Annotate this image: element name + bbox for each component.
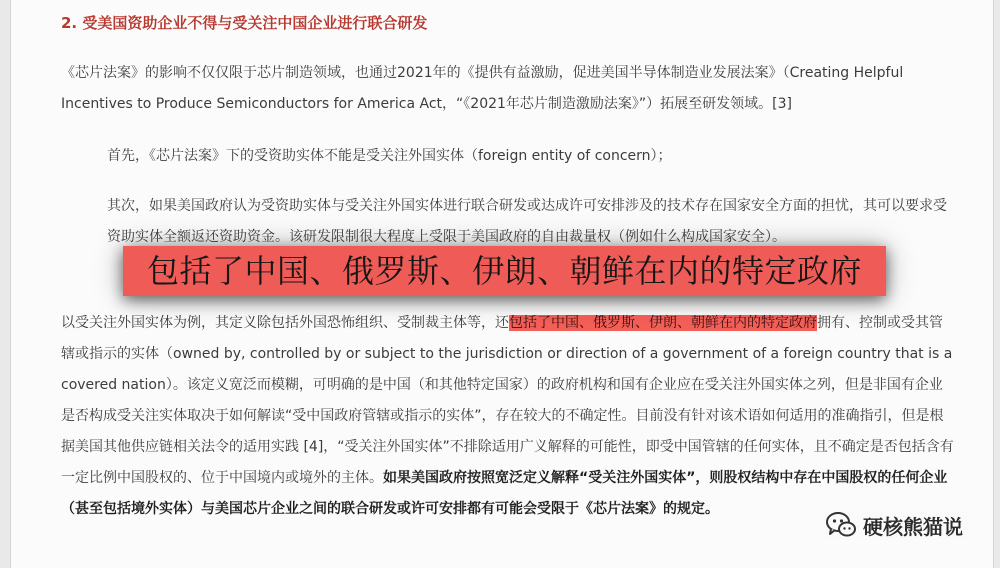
definition-text-body: 拥有、控制或受其管辖或指示的实体（owned by, controlled by or subject to the jurisdiction or direction of a government of a foreign country that is a covered nation）。该定义宽泛而模糊，可明确的是中国（和其他特定国家）的政府机构和国有企业应在受关注外国实体之列，但是非国有企业是否构成受关注实体取决于如何解读“受中国政府管辖或指示的实体”，存在较大的不确定性。目前没有针对该术语如何适用的准确指引，但是根据美国其他供应链相关法令的适用实践 [4]，“受关注外国实体”不排除适用广义解释的可能性，即受中国管辖的任何实体，且不确定是否包括含有一定比例中国股权的、位于中国境内或境外的主体。 xyxy=(61,315,954,486)
paragraph-first-point: 首先，《芯片法案》下的受资助实体不能是受关注外国实体（foreign entity of concern）； xyxy=(107,148,672,164)
definition-text-start: 以受关注外国实体为例，其定义除包括外国恐怖组织、受制裁主体等，还 xyxy=(61,315,509,331)
section-heading: 2. 受美国资助企业不得与受关注中国企业进行联合研发 xyxy=(61,14,428,32)
wechat-icon xyxy=(825,510,857,540)
zoom-callout-banner: 包括了中国、俄罗斯、伊朗、朝鲜在内的特定政府 xyxy=(123,246,886,296)
definition-bold-conclusion: 如果美国政府按照宽泛定义解释“受关注外国实体”，则股权结构中存在中国股权的任何企业（甚至包括境外实体）与美国芯片企业之间的联合研发或许可安排都有可能会受限于《芯片法案》的规定。 xyxy=(61,470,948,517)
paragraph-definition xyxy=(61,308,956,525)
watermark-text: 硬核熊猫说 xyxy=(863,514,963,539)
paragraph-second-point: 其次，如果美国政府认为受资助实体与受关注外国实体进行联合研发或达成许可安排涉及的技术存在国家安全方面的担忧，其可以要求受资助实体全额返还资助资金。该研发限制很大程度上受限于美国政府的自由裁量权（例如什么构成国家安全）。 xyxy=(107,198,947,245)
highlighted-phrase: 包括了中国、俄罗斯、伊朗、朝鲜在内的特定政府 xyxy=(509,315,817,331)
document-page xyxy=(10,0,994,568)
watermark xyxy=(823,510,969,540)
paragraph-intro: 《芯片法案》的影响不仅仅限于芯片制造领域，也通过2021年的《提供有益激励，促进美国半导体制造业发展法案》（Creating Helpful Incentives to Produce Semiconductors for America Act，“《2021年芯片制造激励法案》”）拓展至研发领域。[3] xyxy=(61,65,904,112)
